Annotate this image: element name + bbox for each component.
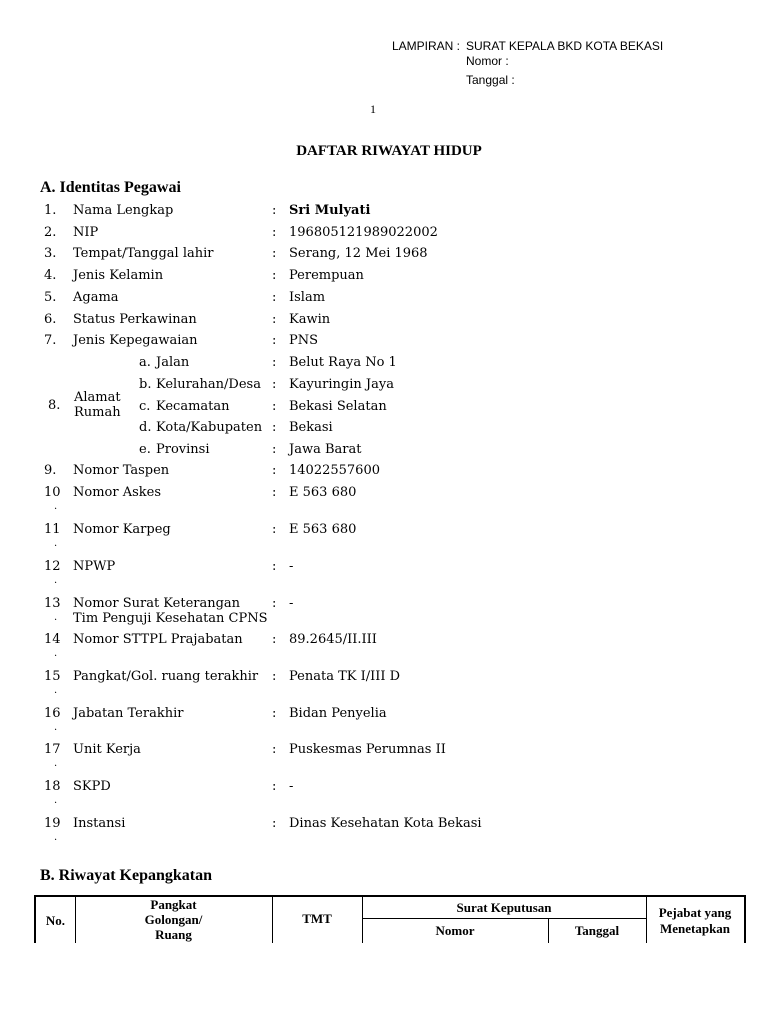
header-pejabat [646, 905, 744, 937]
address-item-value: Jawa Barat [289, 442, 362, 457]
row-colon: : [272, 559, 277, 574]
row-colon: : [272, 596, 277, 611]
identity-row [0, 290, 768, 310]
row-label: Pangkat/Gol. ruang terakhir [73, 669, 259, 684]
header-pangkat-line2: Golongan/ [144, 912, 203, 927]
row-colon: : [272, 816, 277, 831]
row-value: Puskesmas Perumnas II [289, 742, 446, 757]
row-value: Bidan Penyelia [289, 706, 387, 721]
row-colon: : [272, 355, 277, 370]
address-label [74, 390, 121, 420]
row-label: Nomor Taspen [73, 463, 170, 478]
address-number: 8. [48, 398, 61, 413]
row-number-dot: . [54, 648, 58, 659]
identity-row [0, 706, 768, 733]
row-colon: : [272, 290, 277, 305]
row-value: Perempuan [289, 268, 364, 283]
row-number-dot: . [54, 832, 58, 843]
identity-row [0, 312, 768, 332]
header-surat-keputusan: Surat Keputusan [456, 900, 552, 915]
row-value: 196805121989022002 [289, 225, 438, 240]
row-number-dot: . [54, 612, 58, 623]
address-label-line1: Alamat [74, 390, 121, 405]
row-value: E 563 680 [289, 485, 357, 500]
header-tmt: TMT [302, 911, 332, 926]
identity-row [0, 779, 768, 806]
kepangkatan-table [34, 895, 746, 943]
row-value: PNS [289, 333, 319, 348]
row-label: Unit Kerja [73, 742, 141, 757]
header-pejabat-line1: Pejabat yang [658, 905, 732, 920]
row-number: 17 [44, 742, 61, 757]
row-number: 19 [44, 816, 61, 831]
row-colon: : [272, 669, 277, 684]
row-label: Jenis Kepegawaian [73, 333, 198, 348]
table-divider [362, 918, 646, 919]
address-item-value: Bekasi Selatan [289, 399, 387, 414]
identity-row [0, 485, 768, 512]
address-item-letter: a. [139, 355, 151, 370]
row-colon: : [272, 632, 277, 647]
nomor-label: Nomor : [466, 54, 509, 68]
header-pangkat-line3: Ruang [155, 927, 192, 942]
row-colon: : [272, 246, 277, 261]
row-number: 10 [44, 485, 61, 500]
row-value: Serang, 12 Mei 1968 [289, 246, 428, 261]
row-label: Nama Lengkap [73, 203, 174, 218]
row-number-dot: . [54, 538, 58, 549]
row-value: E 563 680 [289, 522, 357, 537]
address-item-letter: c. [139, 399, 151, 414]
row-number: 16 [44, 706, 61, 721]
row-number: 4. [44, 268, 57, 283]
row-colon: : [272, 779, 277, 794]
header-pejabat-line2: Menetapkan [659, 921, 731, 936]
row-label: Jabatan Terakhir [73, 706, 184, 721]
row-label: Nomor STTPL Prajabatan [73, 632, 243, 647]
document-title: DAFTAR RIWAYAT HIDUP [296, 143, 482, 159]
header-pangkat [75, 897, 272, 942]
identity-row [0, 246, 768, 266]
address-item-label: Kelurahan/Desa [156, 377, 261, 392]
row-number: 13 [44, 596, 61, 611]
row-number: 11 [44, 522, 61, 537]
row-colon: : [272, 420, 277, 435]
row-value: 14022557600 [289, 463, 380, 478]
row-number: 15 [44, 669, 61, 684]
lampiran-label: LAMPIRAN : [392, 39, 461, 53]
identity-row [0, 559, 768, 586]
identity-row [0, 463, 768, 483]
row-value: Sri Mulyati [289, 203, 371, 218]
row-colon: : [272, 485, 277, 500]
identity-row [0, 596, 768, 626]
row-colon: : [272, 268, 277, 283]
row-value: 89.2645/II.III [289, 632, 377, 647]
row-number: 6. [44, 312, 57, 327]
row-number-dot: . [54, 575, 58, 586]
row-label: Nomor Surat Keterangan Tim Penguji Kesehatan CPNS [73, 596, 268, 626]
identity-row [0, 742, 768, 769]
header-nomor: Nomor [435, 923, 475, 938]
row-colon: : [272, 442, 277, 457]
address-item-value: Belut Raya No 1 [289, 355, 397, 370]
section-b-heading: B. Riwayat Kepangkatan [40, 867, 213, 884]
row-label: Jenis Kelamin [73, 268, 164, 283]
row-label: NPWP [73, 559, 116, 574]
row-number: 5. [44, 290, 57, 305]
row-label: NIP [73, 225, 99, 240]
row-colon: : [272, 225, 277, 240]
row-number: 18 [44, 779, 61, 794]
address-item-label: Jalan [156, 355, 190, 370]
row-value: Penata TK I/III D [289, 669, 401, 684]
row-colon: : [272, 742, 277, 757]
header-pangkat-line1: Pangkat [150, 897, 197, 912]
lampiran-value: SURAT KEPALA BKD KOTA BEKASI [466, 39, 664, 53]
row-number-dot: . [54, 501, 58, 512]
row-number-dot: . [54, 795, 58, 806]
row-number: 3. [44, 246, 57, 261]
row-number: 12 [44, 559, 61, 574]
row-colon: : [272, 203, 277, 218]
row-number-dot: . [54, 758, 58, 769]
row-value: Dinas Kesehatan Kota Bekasi [289, 816, 482, 831]
row-value: - [289, 559, 294, 574]
address-label-line2: Rumah [74, 405, 121, 420]
row-label: Nomor Askes [73, 485, 162, 500]
row-label: Tempat/Tanggal lahir [73, 246, 214, 261]
tanggal-label: Tanggal : [466, 73, 515, 87]
identity-row [0, 203, 768, 223]
row-label: Agama [73, 290, 119, 305]
row-value: Islam [289, 290, 326, 305]
address-item-letter: e. [139, 442, 151, 457]
row-number: 7. [44, 333, 57, 348]
address-item-letter: d. [139, 420, 152, 435]
row-label: Nomor Karpeg [73, 522, 171, 537]
row-colon: : [272, 706, 277, 721]
address-item-value: Bekasi [289, 420, 333, 435]
row-number-dot: . [54, 722, 58, 733]
header-tanggal: Tanggal [574, 923, 620, 938]
header-no: No. [45, 913, 66, 928]
row-colon: : [272, 333, 277, 348]
identity-row [0, 816, 768, 843]
identity-row [0, 632, 768, 659]
row-label: Status Perkawinan [73, 312, 197, 327]
row-number: 2. [44, 225, 57, 240]
row-value: - [289, 779, 294, 794]
row-number-dot: . [54, 685, 58, 696]
row-value: - [289, 596, 294, 611]
row-number: 1. [44, 203, 57, 218]
row-colon: : [272, 463, 277, 478]
identity-row [0, 225, 768, 245]
address-item-label: Kecamatan [156, 399, 230, 414]
page-number: 1 [370, 102, 376, 116]
row-colon: : [272, 399, 277, 414]
address-item-letter: b. [139, 377, 152, 392]
identity-row [0, 522, 768, 549]
identity-row [0, 333, 768, 353]
address-item-value: Kayuringin Jaya [289, 377, 394, 392]
identity-row [0, 268, 768, 288]
address-item-label: Provinsi [156, 442, 210, 457]
row-colon: : [272, 377, 277, 392]
row-number: 14 [44, 632, 61, 647]
address-item-label: Kota/Kabupaten [156, 420, 263, 435]
section-a-heading: A. Identitas Pegawai [40, 179, 181, 196]
row-colon: : [272, 522, 277, 537]
row-number: 9. [44, 463, 57, 478]
identity-row [0, 669, 768, 696]
row-value: Kawin [289, 312, 331, 327]
row-label: SKPD [73, 779, 111, 794]
row-colon: : [272, 312, 277, 327]
row-label: Instansi [73, 816, 126, 831]
